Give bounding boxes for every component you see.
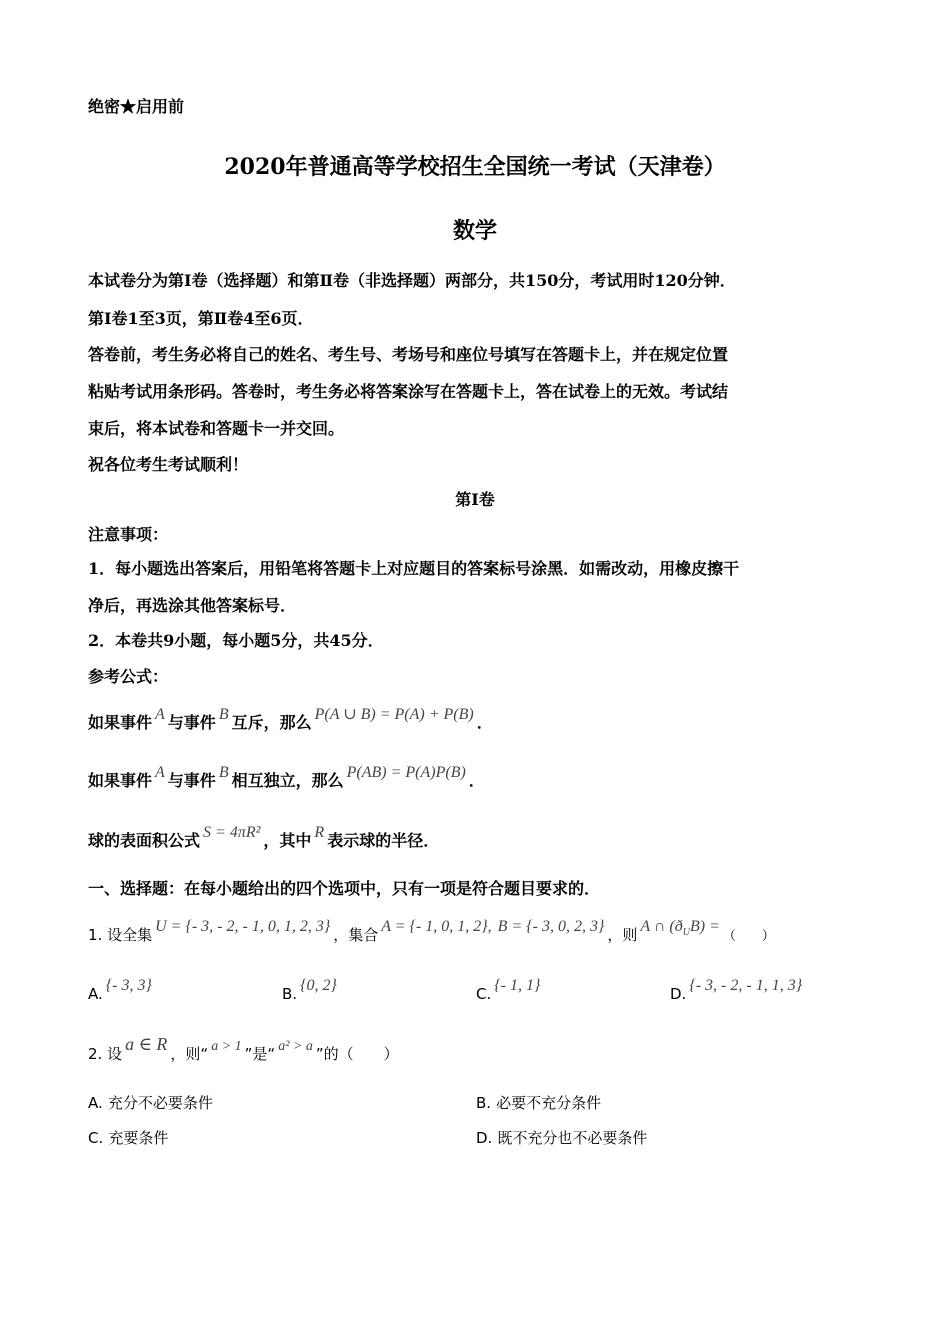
q2-option-d[interactable]: [476, 1127, 647, 1148]
option-label: C.: [88, 1129, 104, 1147]
option-value: 充分不必要条件: [107, 1094, 213, 1112]
question-number: 1. 设全集: [88, 926, 153, 944]
expression-part: B) =: [689, 918, 720, 935]
statement-q: a² > a: [278, 1039, 313, 1054]
formula-end: ．: [476, 713, 493, 732]
option-label: B.: [476, 1094, 492, 1112]
question-text: ，则: [607, 926, 638, 944]
option-value: 充要条件: [108, 1129, 169, 1147]
formula-sphere: [88, 824, 440, 851]
option-label: B.: [282, 985, 298, 1003]
option-label: D.: [476, 1129, 493, 1147]
condition: a ∈ R: [125, 1034, 168, 1054]
formula-math: S = 4πR²: [203, 824, 261, 841]
formula-text: ，其中: [263, 831, 312, 850]
formula-text: 表示球的半径．: [327, 831, 440, 850]
intro-line-6: 祝各位考生考试顺利！: [88, 455, 249, 474]
q1-option-c[interactable]: [476, 977, 543, 1004]
formula-text: 如果事件: [88, 713, 153, 732]
note-1-line-1: 1．每小题选出答案后，用铅笔将答题卡上对应题目的答案标号涂黑．如需改动，用橡皮擦干: [88, 559, 740, 578]
formula-text: 互斥，那么: [231, 713, 312, 732]
formula-text: 与事件: [167, 771, 216, 790]
formula-math: P(A ∪ B) = P(A) + P(B): [314, 706, 474, 723]
intro-line-2: 第Ⅰ卷1至3页，第Ⅱ卷4至6页．: [88, 309, 314, 328]
option-label: D.: [670, 985, 687, 1003]
option-label: C.: [476, 985, 492, 1003]
complement-subscript: U: [682, 927, 690, 939]
event-a: A: [155, 764, 165, 781]
note-2: 2．本卷共9小题，每小题5分，共45分．: [88, 631, 384, 650]
question-text: ”是“: [244, 1045, 276, 1063]
set-expression: [637, 918, 723, 939]
formula-exclusive: [88, 706, 493, 733]
intro-line-1: 本试卷分为第Ⅰ卷（选择题）和第Ⅱ卷（非选择题）两部分，共150分，考试用时120分钟．: [88, 271, 736, 290]
question-number: 2. 设: [88, 1045, 123, 1063]
formula-end: ．: [468, 771, 485, 790]
answer-paren: （ ）: [722, 929, 775, 944]
question-text: ”的（ ）: [315, 1045, 399, 1063]
exam-subject: 数学: [452, 218, 497, 244]
question-1: [88, 918, 775, 947]
option-value: {- 3, - 2, - 1, 1, 3}: [689, 977, 803, 994]
question-text: ，集合: [333, 926, 379, 944]
section-heading: 一、选择题：在每小题给出的四个选项中，只有一项是符合题目要求的．: [88, 879, 601, 898]
question-text: ，则“: [170, 1045, 209, 1063]
part-heading: 第Ⅰ卷: [455, 490, 495, 509]
confidential-label: 绝密★启用前: [88, 97, 185, 116]
q1-option-b[interactable]: [282, 977, 340, 1004]
intro-line-4: 粘贴考试用条形码。答卷时，考生务必将答案涂写在答题卡上，答在试卷上的无效。考试结: [88, 382, 729, 401]
option-value: 必要不充分条件: [496, 1094, 602, 1112]
q2-option-b[interactable]: [476, 1092, 601, 1113]
formula-math: P(AB) = P(A)P(B): [346, 764, 466, 781]
set-b: B = {- 3, 0, 2, 3}: [497, 918, 605, 935]
formulas-title: 参考公式：: [88, 667, 169, 686]
option-label: A.: [88, 1094, 103, 1112]
option-value: {0, 2}: [300, 977, 337, 994]
statement-p: a > 1: [211, 1039, 242, 1054]
note-1-line-2: 净后，再选涂其他答案标号．: [88, 596, 297, 615]
option-value: {- 1, 1}: [494, 977, 541, 994]
radius-symbol: R: [314, 824, 325, 841]
q2-option-a[interactable]: [88, 1092, 213, 1113]
option-value: {- 3, 3}: [105, 977, 152, 994]
set-a: A = {- 1, 0, 1, 2},: [381, 918, 492, 935]
question-2: [88, 1034, 399, 1064]
universal-set: U = {- 3, - 2, - 1, 0, 1, 2, 3}: [155, 918, 331, 935]
formula-text: 球的表面积公式: [88, 831, 201, 850]
notes-title: 注意事项：: [88, 525, 169, 544]
formula-text: 与事件: [167, 713, 216, 732]
exam-title: 2020年普通高等学校招生全国统一考试（天津卷）: [224, 154, 726, 180]
option-value: 既不充分也不必要条件: [497, 1129, 648, 1147]
event-b: B: [218, 706, 229, 723]
q1-option-a[interactable]: [88, 977, 155, 1004]
formula-independent: [88, 764, 485, 791]
q1-option-d[interactable]: [670, 977, 805, 1004]
intro-line-5: 束后，将本试卷和答题卡一并交回。: [88, 419, 345, 438]
expression-part: A ∩ (ð: [640, 918, 683, 935]
formula-text: 如果事件: [88, 771, 153, 790]
intro-line-3: 答卷前，考生务必将自己的姓名、考生号、考场号和座位号填写在答题卡上，并在规定位置: [88, 345, 729, 364]
event-a: A: [155, 706, 165, 723]
q2-option-c[interactable]: [88, 1127, 168, 1148]
formula-text: 相互独立，那么: [231, 771, 344, 790]
event-b: B: [218, 764, 229, 781]
option-label: A.: [88, 985, 103, 1003]
